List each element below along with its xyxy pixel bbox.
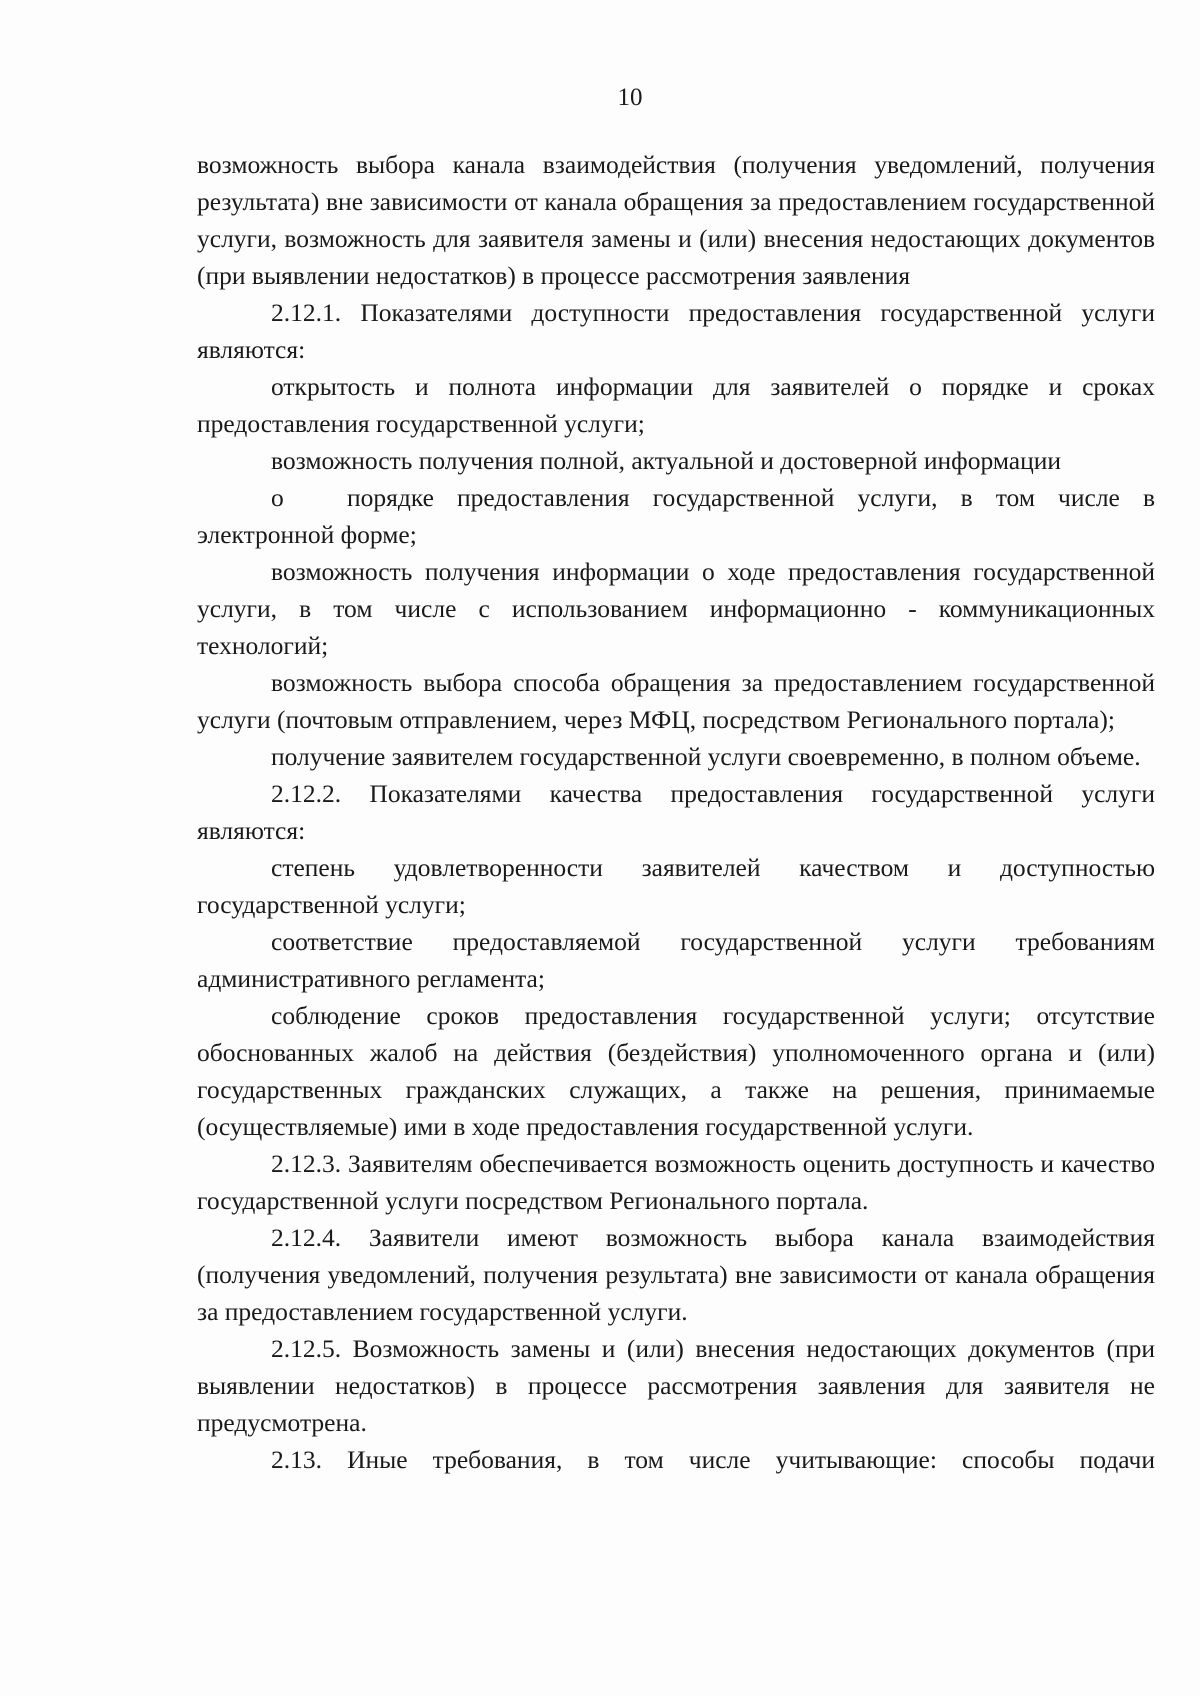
paragraph-channel-choice: возможность выбора способа обращения за предоставлением государственной услуги (почтовым отправлением, через МФЦ, посредством Регионального портала);	[197, 668, 1155, 734]
paragraph-openness-information: открытость и полнота информации для заявителей о порядке и сроках предоставления государственной услуги;	[197, 372, 1155, 438]
paragraph-possibility-full-information: возможность получения полной, актуальной и достоверной информации	[271, 446, 1062, 475]
page-number: 10	[617, 84, 643, 111]
paragraph-2-12-4: 2.12.4. Заявители имеют возможность выбора канала взаимодействия (получения уведомлений, получения результата) вне зависимости от канала обращения за предоставлением государственной услуги.	[197, 1223, 1155, 1326]
paragraph-2-12-1: 2.12.1. Показателями доступности предоставления государственной услуги являются:	[197, 298, 1155, 364]
paragraph-progress-information: возможность получения информации о ходе предоставления государственной услуги, в том числе с использованием информационно - коммуникационных технологий;	[197, 557, 1155, 660]
paragraph-satisfaction: степень удовлетворенности заявителей качеством и доступностью государственной услуги;	[197, 853, 1155, 919]
paragraph-2-12-2: 2.12.2. Показателями качества предоставления государственной услуги являются:	[197, 779, 1155, 845]
paragraph-2-12-3: 2.12.3. Заявителям обеспечивается возможность оценить доступность и качество государственной услуги посредством Регионального портала.	[197, 1149, 1155, 1215]
paragraph-procedure-line	[271, 479, 1155, 516]
procedure-line-text: порядке предоставления государственной услуги, в том числе в	[347, 483, 1155, 512]
paragraph-2-12-5: 2.12.5. Возможность замены и (или) внесения недостающих документов (при выявлении недостатков) в процессе рассмотрения заявления для заявителя не предусмотрена.	[197, 1334, 1155, 1437]
paragraph-electronic-form: электронной форме;	[197, 520, 417, 549]
paragraph-deadlines-complaints: соблюдение сроков предоставления государственной услуги; отсутствие обоснованных жалоб на действия (бездействия) уполномоченного органа и (или) государственных гражданских служащих, а также на решения, принимаемые (осуществляемые) ими в ходе предоставления государственной услуги.	[197, 1001, 1155, 1141]
paragraph-service-interaction-options: возможность выбора канала взаимодействия (получения уведомлений, получения результата) вне зависимости от канала обращения за предоставлением государственной услуги, возможность для заявителя замены и (или) внесения недостающих документов (при выявлении недостатков) в процессе рассмотрения заявления	[197, 150, 1155, 290]
paragraph-2-13: 2.13. Иные требования, в том числе учитывающие: способы подачи	[271, 1445, 1155, 1474]
paragraph-compliance: соответствие предоставляемой государственной услуги требованиям административного регламента;	[197, 927, 1155, 993]
preposition-o: о	[271, 483, 284, 512]
paragraph-timely-receipt: получение заявителем государственной услуги своевременно, в полном объеме.	[271, 742, 1141, 771]
document-body	[197, 146, 1155, 1478]
